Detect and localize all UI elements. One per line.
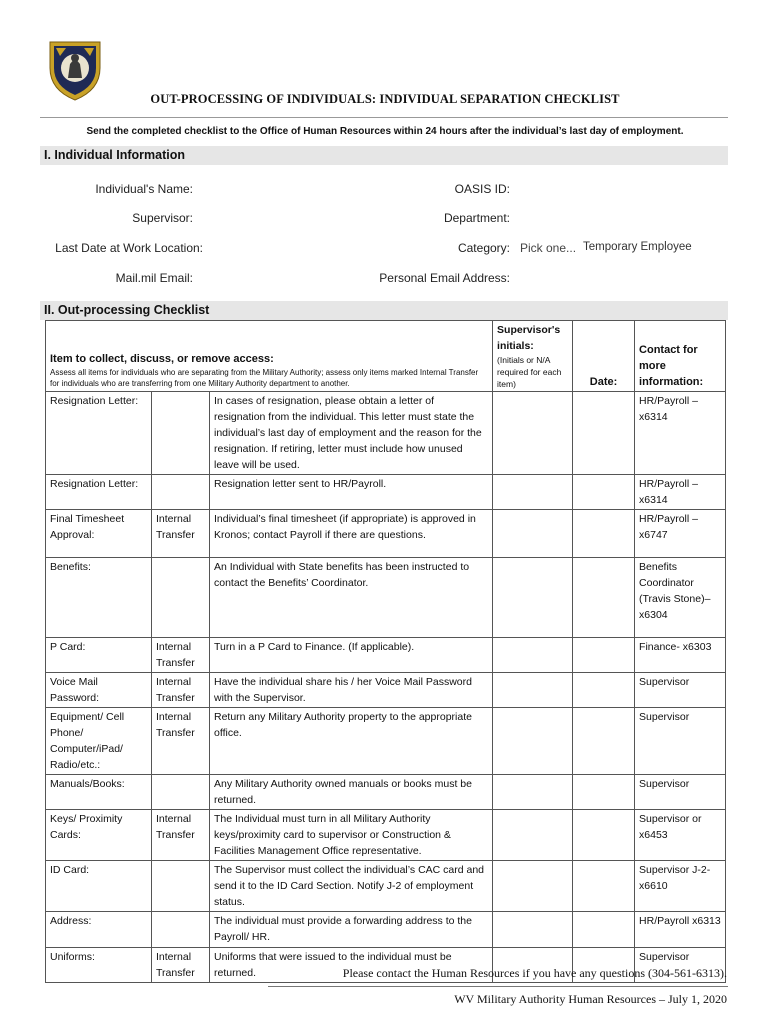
checklist-row (46, 510, 726, 558)
contact-header-cell (635, 321, 726, 392)
title-divider (40, 117, 728, 118)
date-input[interactable] (573, 708, 635, 775)
checklist-item-cell: Voice Mail Password: (46, 673, 152, 708)
department-field[interactable] (516, 209, 726, 227)
submission-instruction: Send the completed checklist to the Office of Human Resources within 24 hours after the individual’s last day of employment. (86, 126, 684, 137)
internal-transfer-cell (152, 912, 210, 948)
oasis-id-label: OASIS ID: (454, 182, 510, 196)
internal-transfer-cell (152, 475, 210, 510)
item-header-title: Item to collect, discuss, or remove access: (50, 353, 274, 365)
internal-transfer-cell (152, 775, 210, 810)
checklist-row (46, 475, 726, 510)
description-cell: Individual’s final timesheet (if appropriate) is approved in Kronos; contact Payroll if there are questions. (210, 510, 493, 558)
category-selected-value: Temporary Employee (583, 241, 692, 253)
internal-transfer-cell: Internal Transfer (152, 708, 210, 775)
description-cell: Turn in a P Card to Finance. (If applicable). (210, 638, 493, 673)
contact-cell: HR/Payroll – x6314 (635, 392, 726, 475)
item-header-cell (46, 321, 493, 392)
date-input[interactable] (573, 638, 635, 673)
personal-email-field[interactable] (516, 269, 726, 287)
date-header: Date: (589, 376, 618, 388)
date-input[interactable] (573, 810, 635, 861)
checklist-row (46, 775, 726, 810)
category-label: Category: (457, 241, 510, 255)
checklist-row (46, 912, 726, 948)
supervisor-label: Supervisor: (132, 211, 193, 225)
checklist-row (46, 392, 726, 475)
date-input[interactable] (573, 775, 635, 810)
supervisor-initials-input[interactable] (493, 475, 573, 510)
item-header-note: Assess all items for individuals who are separating from the Military Authority; assess only items marked Internal Transfer for individuals who are transferring from one Military Authority department to another. (50, 368, 479, 388)
contact-cell: Supervisor (635, 673, 726, 708)
date-input[interactable] (573, 861, 635, 912)
date-input[interactable] (573, 475, 635, 510)
description-cell: An Individual with State benefits has been instructed to contact the Benefits’ Coordinator. (210, 558, 493, 638)
contact-cell: Supervisor or x6453 (635, 810, 726, 861)
internal-transfer-cell: Internal Transfer (152, 673, 210, 708)
date-input[interactable] (573, 673, 635, 708)
checklist-item-cell: Uniforms: (46, 948, 152, 983)
supervisor-initials-input[interactable] (493, 638, 573, 673)
contact-cell: Benefits Coordinator (Travis Stone)– x6304 (635, 558, 726, 638)
internal-transfer-cell: Internal Transfer (152, 948, 210, 983)
contact-cell: HR/Payroll – x6747 (635, 510, 726, 558)
table-header-row (46, 321, 726, 392)
revision-note: WV Military Authority Human Resources – July 1, 2020 (454, 992, 727, 1006)
internal-transfer-cell (152, 861, 210, 912)
supervisor-initials-header: Supervisor's initials: (497, 324, 561, 352)
individual-name-label: Individual's Name: (95, 182, 193, 196)
checklist-row (46, 861, 726, 912)
supervisor-initials-input[interactable] (493, 510, 573, 558)
supervisor-initials-input[interactable] (493, 708, 573, 775)
checklist-item-cell: Benefits: (46, 558, 152, 638)
personal-email-label: Personal Email Address: (379, 271, 510, 285)
internal-transfer-cell (152, 558, 210, 638)
section-individual-information: I. Individual Information (40, 146, 728, 165)
hr-contact-note: Please contact the Human Resources if you have any questions (304-561-6313). (342, 966, 727, 980)
supervisor-initials-input[interactable] (493, 673, 573, 708)
contact-cell: Supervisor J-2- x6610 (635, 861, 726, 912)
contact-cell: Supervisor (635, 948, 726, 983)
internal-transfer-cell (152, 392, 210, 475)
supervisor-initials-input[interactable] (493, 392, 573, 475)
internal-transfer-cell: Internal Transfer (152, 810, 210, 861)
date-input[interactable] (573, 510, 635, 558)
checklist-row (46, 810, 726, 861)
description-cell: The Supervisor must collect the individual’s CAC card and send it to the ID Card Section. Notify J-2 of employment status. (210, 861, 493, 912)
supervisor-initials-input[interactable] (493, 558, 573, 638)
description-cell: Any Military Authority owned manuals or books must be returned. (210, 775, 493, 810)
supervisor-initials-input[interactable] (493, 810, 573, 861)
section-out-processing-checklist: II. Out-processing Checklist (40, 301, 728, 320)
supervisor-initials-input[interactable] (493, 861, 573, 912)
description-cell: In cases of resignation, please obtain a letter of resignation from the individual. This letter must state the individual’s last day of employment and the reason for the resignation. If retiring, letter must include how unused leave will be used. (210, 392, 493, 475)
checklist-item-cell: Final Timesheet Approval: (46, 510, 152, 558)
contact-cell: HR/Payroll – x6314 (635, 475, 726, 510)
description-cell: Uniforms that were issued to the individual must be returned. (210, 948, 493, 983)
mail-mil-email-label: Mail.mil Email: (115, 271, 193, 285)
contact-cell: HR/Payroll x6313 (635, 912, 726, 948)
contact-cell: Supervisor (635, 708, 726, 775)
contact-header: Contact for more information: (639, 344, 704, 388)
last-date-label: Last Date at Work Location: (55, 241, 203, 255)
out-processing-checklist-table (45, 320, 726, 983)
description-cell: Resignation letter sent to HR/Payroll. (210, 475, 493, 510)
document-title: OUT-PROCESSING OF INDIVIDUALS: INDIVIDUAL SEPARATION CHECKLIST (150, 92, 620, 106)
description-cell: Have the individual share his / her Voice Mail Password with the Supervisor. (210, 673, 493, 708)
checklist-item-cell: Equipment/ Cell Phone/ Computer/iPad/ Radio/etc.: (46, 708, 152, 775)
checklist-item-cell: Keys/ Proximity Cards: (46, 810, 152, 861)
checklist-item-cell: ID Card: (46, 861, 152, 912)
checklist-row (46, 708, 726, 775)
date-input[interactable] (573, 392, 635, 475)
contact-cell: Supervisor (635, 775, 726, 810)
internal-transfer-cell: Internal Transfer (152, 510, 210, 558)
checklist-item-cell: Manuals/Books: (46, 775, 152, 810)
checklist-item-cell: Address: (46, 912, 152, 948)
checklist-item-cell: Resignation Letter: (46, 392, 152, 475)
internal-transfer-cell: Internal Transfer (152, 638, 210, 673)
supervisor-initials-input[interactable] (493, 775, 573, 810)
checklist-row (46, 558, 726, 638)
date-input[interactable] (573, 558, 635, 638)
category-dropdown[interactable]: Pick one... (520, 241, 577, 255)
supervisor-initials-input[interactable] (493, 912, 573, 948)
checklist-row (46, 673, 726, 708)
date-header-cell (573, 321, 635, 392)
checklist-item-cell: Resignation Letter: (46, 475, 152, 510)
footer-divider (268, 986, 728, 987)
oasis-id-field[interactable] (516, 180, 726, 198)
description-cell: The individual must provide a forwarding address to the Payroll/ HR. (210, 912, 493, 948)
description-cell: Return any Military Authority property to the appropriate office. (210, 708, 493, 775)
contact-cell: Finance- x6303 (635, 638, 726, 673)
date-input[interactable] (573, 912, 635, 948)
department-label: Department: (443, 211, 510, 225)
supervisor-initials-note: (Initials or N/A required for each item) (497, 355, 562, 389)
description-cell: The Individual must turn in all Military Authority keys/proximity card to supervisor or Construction & Facilities Management Office representative. (210, 810, 493, 861)
checklist-item-cell: P Card: (46, 638, 152, 673)
supervisor-initials-header-cell (493, 321, 573, 392)
checklist-row (46, 638, 726, 673)
